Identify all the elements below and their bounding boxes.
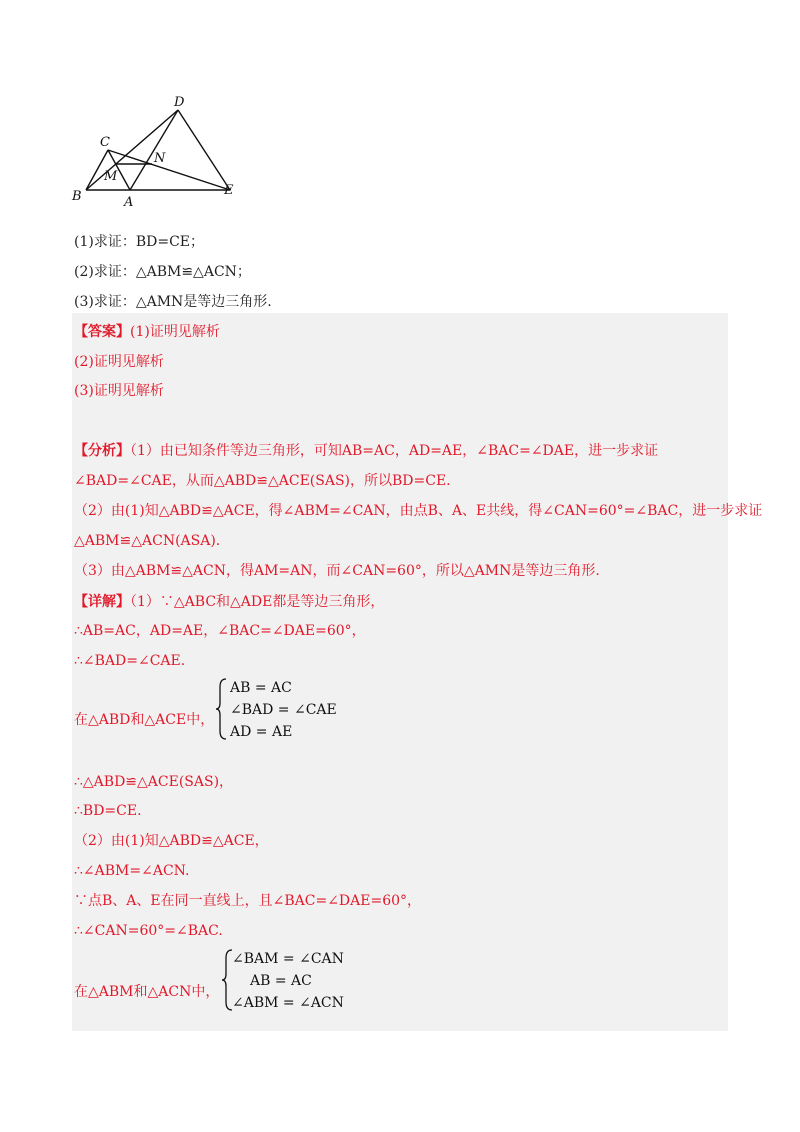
label-M: M	[104, 169, 118, 184]
detail-line-3: ∴∠BAD=∠CAE.	[74, 653, 186, 669]
answer-tag: 【答案】	[74, 324, 130, 340]
analysis-line-4: △ABM≌△ACN(ASA).	[74, 533, 221, 549]
analysis-line-1: 【分析】（1）由已知条件等边三角形，可知AB=AC，AD=AE，∠BAC=∠DAE，进一步求证	[74, 443, 659, 459]
detail-line-7: ∴∠ABM=∠ACN.	[74, 863, 190, 879]
system2-row-1: ∠BAM = ∠CAN	[232, 951, 344, 967]
system1-row-2: ∠BAD = ∠CAE	[230, 702, 337, 718]
analysis-line-5: （3）由△ABM≌△ACN，得AM=AN，而∠CAN=60°，所以△AMN是等边三角形.	[74, 563, 600, 579]
label-B: B	[72, 189, 82, 204]
geometry-figure	[66, 92, 246, 212]
system1-row-3: AD = AE	[230, 724, 293, 740]
question-3: (3)求证：△AMN是等边三角形.	[74, 294, 272, 310]
analysis-line-2: ∠BAD=∠CAE，从而△ABD≌△ACE(SAS)，所以BD=CE.	[74, 473, 451, 489]
detail-line-6: （2）由(1)知△ABD≌△ACE，	[74, 833, 269, 849]
system1-prefix: 在△ABD和△ACE中，	[74, 712, 215, 728]
analysis-line-3: （2）由(1)知△ABD≌△ACE，得∠ABM=∠CAN，由点B、A、E共线，得∠CAN=60°=∠BAC，进一步求证	[74, 503, 763, 519]
segment-BD	[86, 110, 178, 190]
label-C: C	[100, 135, 110, 150]
detail-line-8: ∵点B、A、E在同一直线上，且∠BAC=∠DAE=60°，	[74, 893, 422, 909]
system2-prefix: 在△ABM和△ACN中，	[74, 984, 220, 1000]
detail-line-9: ∴∠CAN=60°=∠BAC.	[74, 923, 223, 939]
detail-line-5: ∴BD=CE.	[74, 803, 142, 819]
detail-line-4: ∴△ABD≌△ACE(SAS)，	[74, 774, 234, 790]
segment-AD	[130, 110, 178, 190]
answer-line-2: (2)证明见解析	[74, 354, 164, 370]
detail-line-2: ∴AB=AC，AD=AE，∠BAC=∠DAE=60°，	[74, 623, 366, 639]
detail-tag: 【详解】	[74, 594, 130, 610]
system2-row-3: ∠ABM = ∠ACN	[232, 995, 344, 1011]
detail-line-1: 【详解】（1）∵△ABC和△ADE都是等边三角形，	[74, 594, 385, 610]
system1-row-1: AB = AC	[230, 680, 292, 696]
question-2: (2)求证：△ABM≌△ACN；	[74, 264, 251, 280]
left-brace-icon	[214, 677, 228, 741]
system2-row-2: AB = AC	[250, 973, 312, 989]
question-1: (1)求证：BD=CE；	[74, 234, 205, 250]
label-A: A	[124, 195, 134, 210]
answer-line-3: (3)证明见解析	[74, 383, 164, 399]
segment-DE	[178, 110, 230, 190]
label-D: D	[174, 95, 185, 110]
analysis-tag: 【分析】	[74, 443, 130, 459]
answer-line-1: 【答案】(1)证明见解析	[74, 324, 220, 340]
label-N: N	[154, 151, 166, 166]
label-E: E	[224, 183, 234, 198]
